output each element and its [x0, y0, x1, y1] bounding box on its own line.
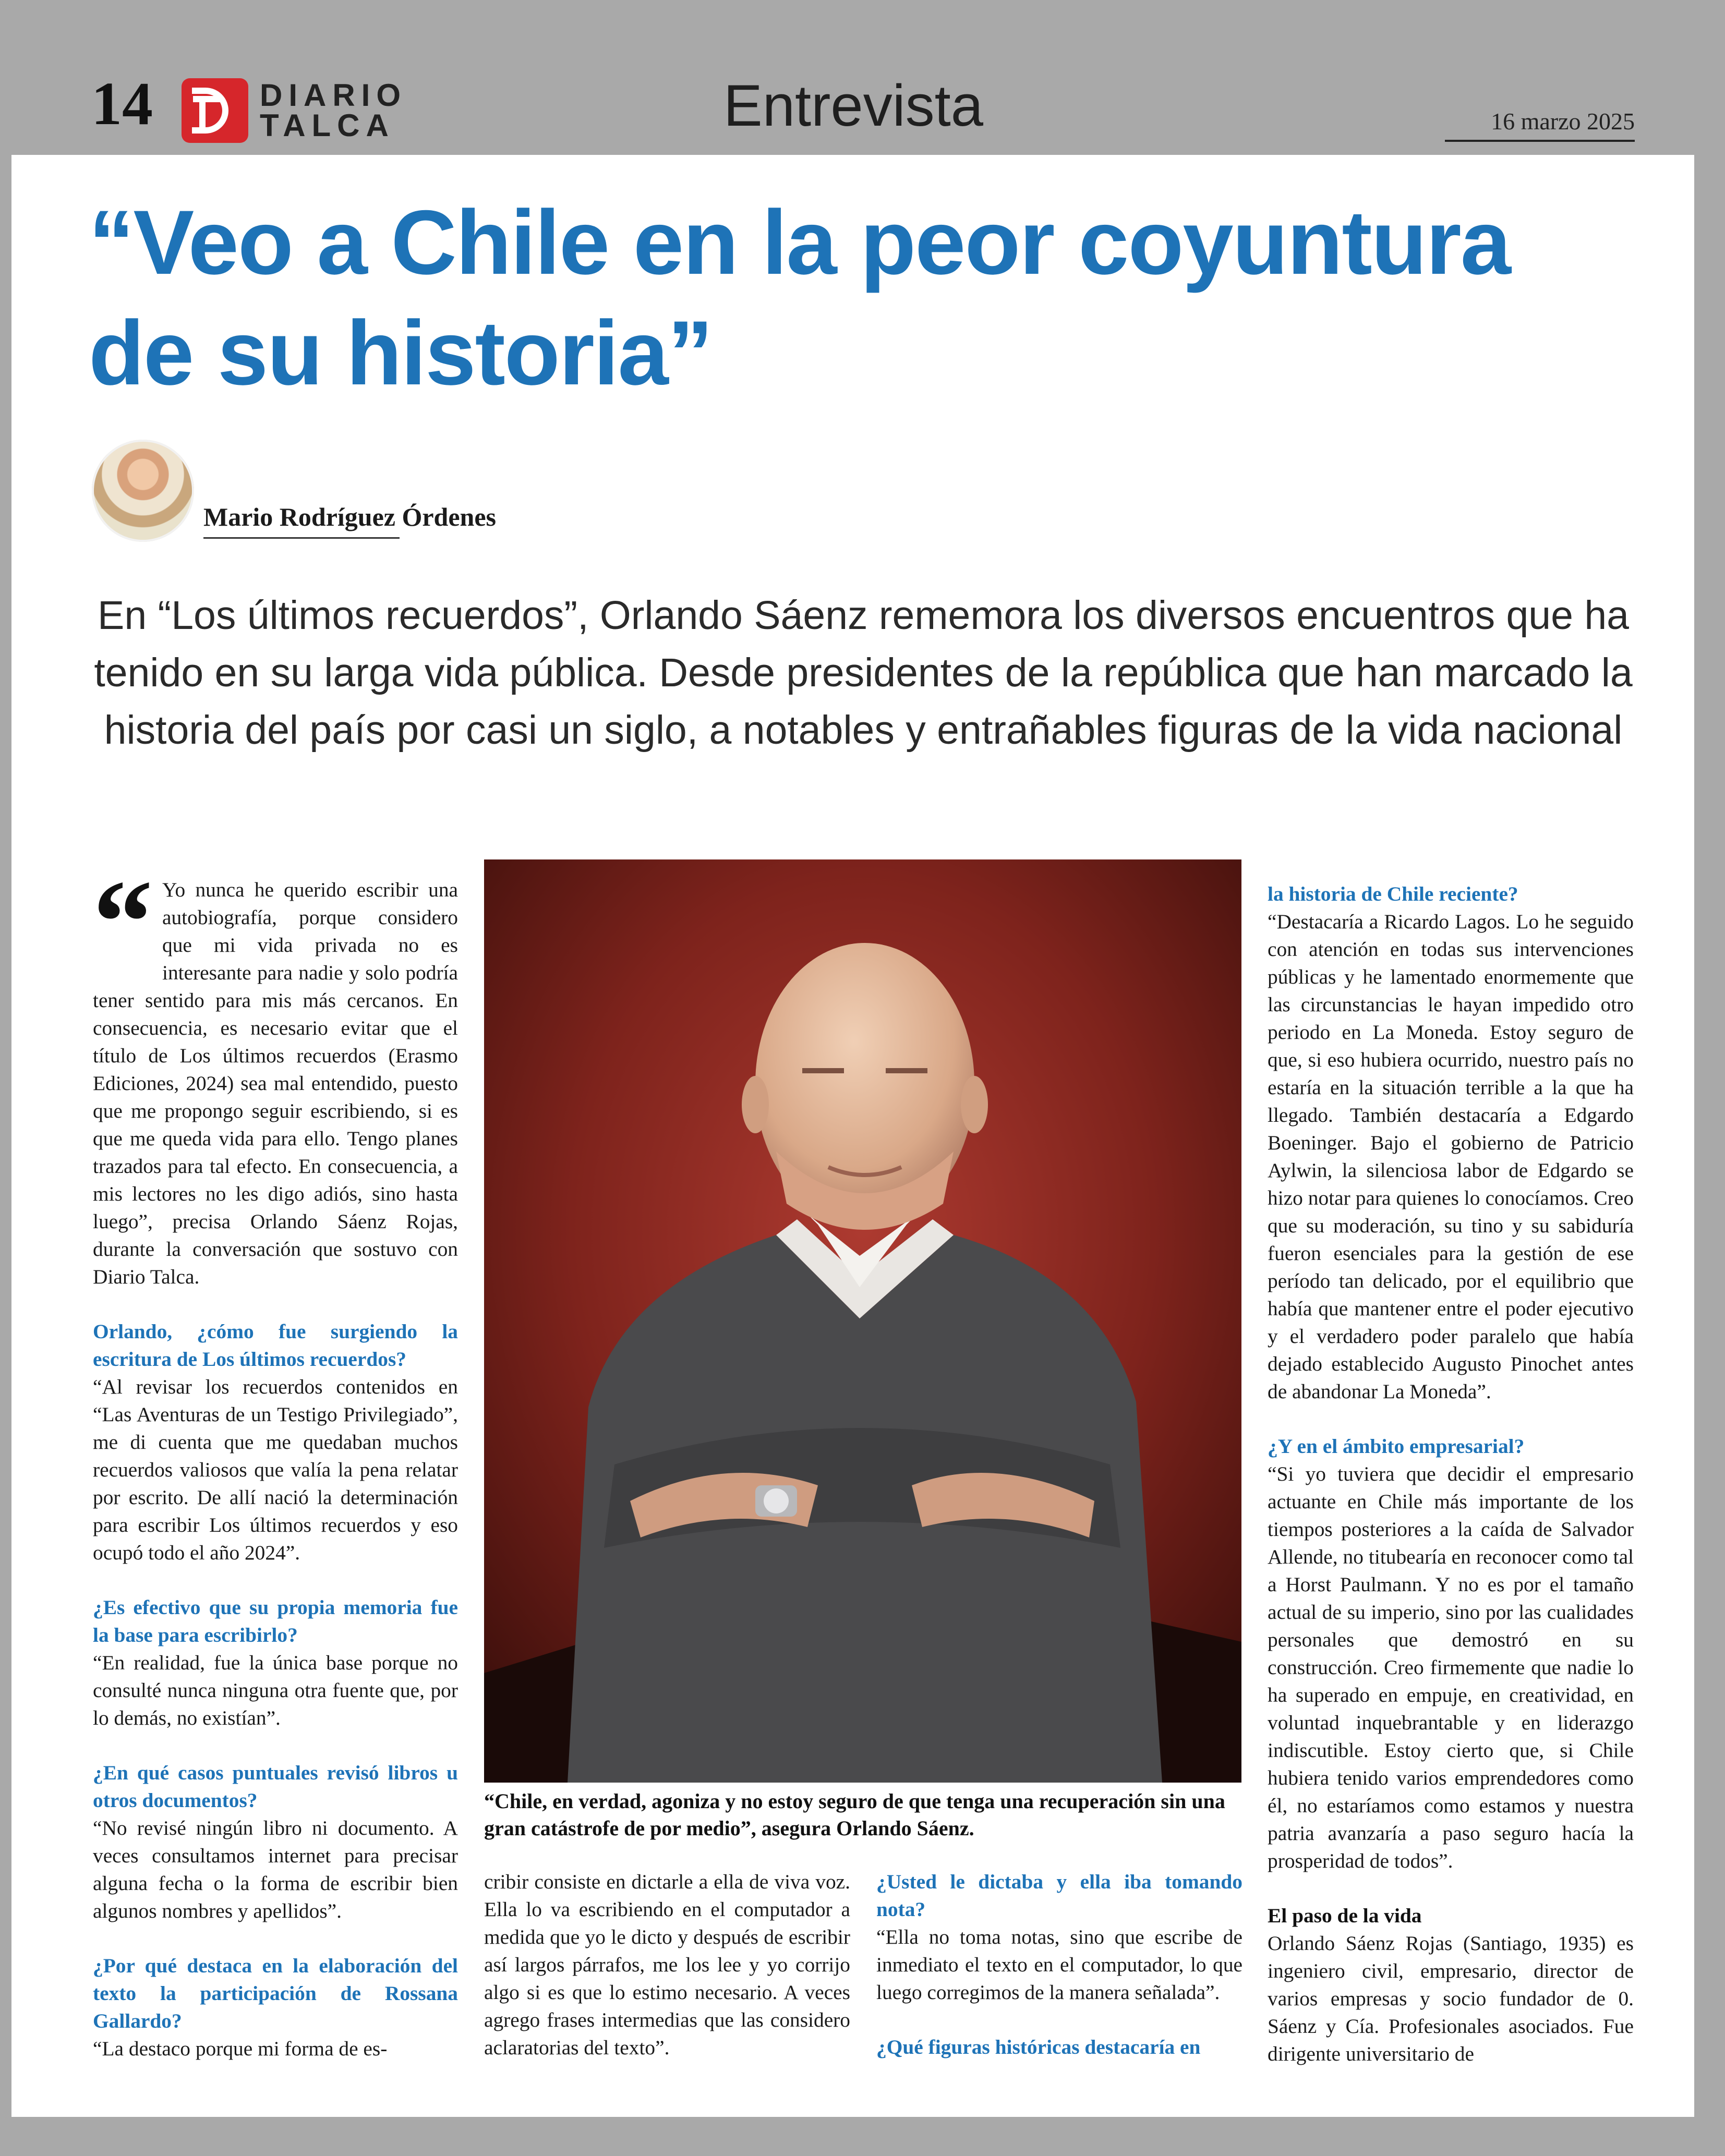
bio-paragraph: Orlando Sáenz Rojas (Santiago, 1935) es ingeniero civil, empresario, director de varios empresas y socio fundador de 0. Sáenz y Cía. Profesionales asociados. Fue dirigente universitario de	[1268, 1932, 1634, 2065]
answer-7: “Si yo tuviera que decidir el empresario actuante en Chile más importante de los tiempos posteriores a la caída de Salvador Allende, no titubearía en reconocer como tal a Horst Paulmann. Y no es por el tamaño actual de su imperio, sino por las cualidades personales que demostró en su construcción. Creo firmemente que nadie lo ha superado en empuje, en creatividad, en voluntad inquebrantable y en liderazgo indiscutible. Estoy cierto que, si Chile hubiera tenido varios emprendedores como él, no estaríamos como estamos y nuestra patria avanzaría a paso seguro hacía la prosperidad de todos”.	[1268, 1462, 1634, 1872]
photo-caption: “Chile, en verdad, agoniza y no estoy seguro de que tenga una recuperación sin una gran catástrofe de por medio”, asegura Orlando Sáenz.	[484, 1789, 1225, 1840]
diario-talca-logo	[182, 78, 407, 143]
article-column-3	[876, 1868, 1243, 2061]
article-column-4	[1268, 880, 1634, 2068]
question-3: ¿En qué casos puntuales revisó libros u otros documentos?	[93, 1761, 458, 1812]
question-2: ¿Es efectivo que su propia memoria fue la base para escribirlo?	[93, 1596, 458, 1646]
question-5: ¿Usted le dictaba y ella iba tomando nota?	[876, 1870, 1243, 1921]
answer-4-continued: cribir consiste en dictarle a ella de viva voz. Ella lo va escribiendo en el computador a medida que yo le dicto y después de escribir así largos párrafos, me los lee y yo corrijo algo si es que lo estimo necesario. A veces agrego frases intermedias que las considero aclaratorias del texto”.	[484, 1870, 850, 2059]
intro-paragraph: Yo nunca he querido escribir una autobiografía, porque considero que mi vida privada no es interesante para nadie y solo podría tener sentido para mis más cercanos. En consecuencia, es necesario evitar que el título de Los últimos recuerdos (Erasmo Ediciones, 2024) sea mal entendido, puesto que me propongo seguir escribiendo, si es que me queda vida para ello. Tengo planes trazados para tal efecto. En consecuencia, a mis lectores no les digo adiós, sino hasta luego”, precisa Orlando Sáenz Rojas, durante la conversación que sostuvo con Diario Talca.	[93, 878, 458, 1288]
logo-line-1: DIARIO	[260, 78, 407, 113]
question-6-continued: la historia de Chile reciente?	[1268, 882, 1518, 905]
date-underline	[1445, 140, 1635, 142]
answer-1: “Al revisar los recuerdos contenidos en “Las Aventuras de un Testigo Privilegiado”, me di cuenta que me quedaban muchos recuerdos valiosos que valía la pena relatar por escrito. De allí nació la determinación para escribir Los últimos recuerdos y eso ocupó todo el año 2024”.	[93, 1375, 458, 1564]
author-underline	[203, 537, 400, 539]
headline: “Veo a Chile en la peor coyuntura de su historia”	[89, 192, 1511, 404]
interviewee-photo	[484, 859, 1241, 1783]
logo-text	[260, 80, 407, 141]
answer-3: “No revisé ningún libro ni documento. A veces consultamos internet para precisar alguna fecha o la forma de escribir bien algunos nombres y apellidos”.	[93, 1816, 458, 1922]
answer-2: “En realidad, fue la única base porque no consulté nunca ninguna otra fuente que, por lo demás, no existían”.	[93, 1651, 458, 1729]
answer-6: “Destacaría a Ricardo Lagos. Lo he seguido con atención en todas sus intervenciones públicas y he lamentado enormemente que las circunstancias le hayan impedido otro periodo en La Moneda. Estoy seguro de que, si eso hubiera ocurrido, nuestro país no estaría en la situación terrible a la que ha llegado. También destacaría a Edgardo Boeninger. Bajo el gobierno de Patricio Aylwin, la silenciosa labor de Edgardo se hizo notar para quienes lo conocíamos. Creo que su moderación, su tino y su sabiduría fueron esenciales para la gestión de ese período tan delicado, por el equilibrio que había que mantener entre el poder ejecutivo y el verdadero poder paralelo que había dejado establecido Augusto Pinochet antes de abandonar La Moneda”.	[1268, 910, 1634, 1403]
author-name: Mario Rodríguez Órdenes	[203, 502, 497, 531]
article-column-1	[93, 855, 458, 2063]
issue-date: 16 marzo 2025	[1491, 108, 1635, 135]
article-column-2	[484, 1868, 850, 2062]
subheading: El paso de la vida	[1268, 1904, 1422, 1927]
author-avatar	[92, 440, 194, 542]
drop-quote-mark: “	[93, 855, 153, 988]
logo-mark-icon	[182, 78, 248, 143]
answer-5: “Ella no toma notas, sino que escribe de inmediato el texto en el computador, lo que luego corregimos de la manera señalada”.	[876, 1925, 1243, 2004]
question-7: ¿Y en el ámbito empresarial?	[1268, 1435, 1525, 1458]
answer-4-start: “La destaco porque mi forma de es-	[93, 2037, 388, 2060]
question-6-start: ¿Qué figuras históricas destacaría en	[876, 2036, 1201, 2058]
question-4: ¿Por qué destaca en la elaboración del texto la participación de Rossana Gallardo?	[93, 1954, 458, 2032]
question-1: Orlando, ¿cómo fue surgiendo la escritura de Los últimos recuerdos?	[93, 1320, 458, 1371]
article-deck: En “Los últimos recuerdos”, Orlando Sáenz rememora los diversos encuentros que ha tenido en su larga vida pública. Desde presidentes de la república que han marcado la historia del país por casi un siglo, a notables y entrañables figuras de la vida nacional	[94, 593, 1633, 753]
page-number: 14	[91, 69, 153, 138]
section-title: Entrevista	[723, 73, 983, 138]
logo-line-2: TALCA	[260, 108, 395, 143]
